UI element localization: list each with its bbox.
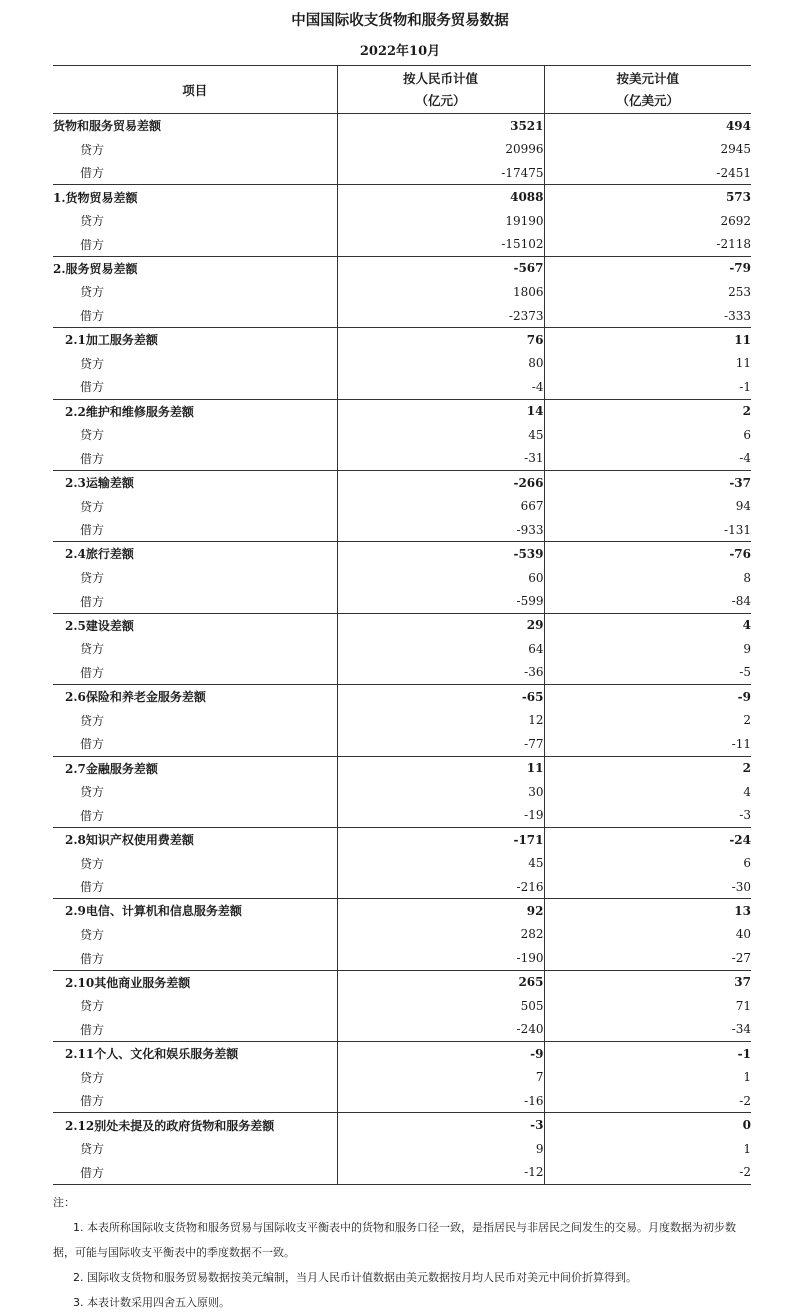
credit-label: 贷方 (80, 642, 105, 657)
credit-row (53, 566, 751, 590)
rmb-value: -933 (337, 518, 544, 542)
usd-value: 2 (544, 399, 751, 423)
rmb-value: 282 (337, 923, 544, 947)
item-name: 2.6保险和养老金服务差额 (53, 685, 337, 709)
usd-value: -37 (544, 470, 751, 494)
item-name: 2.1加工服务差额 (53, 328, 337, 352)
usd-value: -131 (544, 518, 751, 542)
rmb-value: 1806 (337, 280, 544, 304)
usd-value: -11 (544, 732, 751, 756)
usd-value: -27 (544, 946, 751, 970)
debit-label: 借方 (53, 1161, 337, 1185)
debit-label: 借方 (80, 237, 105, 252)
usd-value: -2118 (544, 232, 751, 256)
credit-row (53, 637, 751, 661)
credit-label: 贷方 (80, 285, 105, 300)
rmb-value: -12 (337, 1161, 544, 1185)
table-body (53, 114, 751, 1185)
credit-label: 贷方 (80, 142, 105, 157)
debit-label: 借方 (80, 951, 105, 966)
credit-label: 贷方 (80, 571, 105, 586)
balance-row (53, 399, 751, 423)
debit-label: 借方 (80, 665, 105, 680)
rmb-value: 29 (337, 613, 544, 637)
credit-row (53, 423, 751, 447)
debit-label: 借方 (80, 451, 105, 466)
debit-row (53, 447, 751, 471)
usd-value: 8 (544, 566, 751, 590)
column-header-rmb (337, 66, 544, 114)
debit-row (53, 1161, 751, 1185)
usd-value: 2692 (544, 209, 751, 233)
report-period: 2022年10月 (359, 44, 441, 59)
credit-row (53, 137, 751, 161)
usd-value: -4 (544, 447, 751, 471)
balance-row (53, 970, 751, 994)
rmb-value: -599 (337, 589, 544, 613)
item-name: 2.11个人、文化和娱乐服务差额 (53, 1042, 337, 1066)
rmb-value: 19190 (337, 209, 544, 233)
item-name: 2.3运输差额 (53, 470, 337, 494)
trade-data-table (53, 65, 751, 1185)
usd-value: 9 (544, 637, 751, 661)
rmb-value: -17475 (337, 161, 544, 185)
credit-label: 贷方 (80, 927, 105, 942)
item-name: 2.12别处未提及的政府货物和服务差额 (53, 1113, 337, 1137)
usd-value: -2 (544, 1089, 751, 1113)
credit-row (53, 351, 751, 375)
rmb-value: -266 (337, 470, 544, 494)
rmb-value: -240 (337, 1018, 544, 1042)
rmb-value: 3521 (337, 114, 544, 138)
credit-label: 贷方 (80, 785, 105, 800)
credit-row (53, 1065, 751, 1089)
rmb-header-label: 按人民币计值 (402, 70, 478, 86)
item-name: 2.8知识产权使用费差额 (53, 827, 337, 851)
balance-row (53, 685, 751, 709)
usd-value: 2 (544, 756, 751, 780)
item-name: 货物和服务贸易差额 (53, 114, 337, 138)
credit-label: 贷方 (80, 856, 105, 871)
credit-label: 贷方 (80, 356, 105, 371)
usd-value: 1 (544, 1065, 751, 1089)
rmb-value: -19 (337, 804, 544, 828)
usd-value: 494 (544, 114, 751, 138)
rmb-value: 505 (337, 994, 544, 1018)
debit-row (53, 589, 751, 613)
note-item-2: 2. 国际收支货物和服务贸易数据按美元编制，当月人民币计值数据由美元数据按月均人民币对美元中间价折算得到。 (73, 1271, 637, 1284)
usd-value: -24 (544, 827, 751, 851)
rmb-value: -216 (337, 875, 544, 899)
credit-row (53, 209, 751, 233)
usd-value: -30 (544, 875, 751, 899)
usd-value: -84 (544, 589, 751, 613)
debit-row (53, 518, 751, 542)
usd-value: 1 (544, 1137, 751, 1161)
balance-row (53, 827, 751, 851)
credit-row (53, 851, 751, 875)
rmb-value: 14 (337, 399, 544, 423)
rmb-value: -171 (337, 827, 544, 851)
rmb-value: 12 (337, 708, 544, 732)
item-name: 2.4旅行差额 (53, 542, 337, 566)
balance-row (53, 756, 751, 780)
usd-value: 6 (544, 423, 751, 447)
rmb-value: 76 (337, 328, 544, 352)
usd-value: -333 (544, 304, 751, 328)
notes-section (53, 1190, 753, 1315)
credit-row (53, 780, 751, 804)
usd-value: 4 (544, 780, 751, 804)
credit-label: 贷方 (80, 713, 105, 728)
usd-value: -79 (544, 256, 751, 280)
rmb-value: 11 (337, 756, 544, 780)
debit-label: 借方 (80, 1022, 105, 1037)
credit-label: 贷方 (80, 999, 105, 1014)
balance-row (53, 256, 751, 280)
credit-label: 贷方 (80, 1070, 105, 1085)
usd-value: -3 (544, 804, 751, 828)
credit-label: 贷方 (80, 1142, 105, 1157)
balance-row (53, 899, 751, 923)
usd-value: -9 (544, 685, 751, 709)
usd-value: 573 (544, 185, 751, 209)
usd-value: 0 (544, 1113, 751, 1137)
rmb-value: -4 (337, 375, 544, 399)
credit-label: 贷方 (80, 214, 105, 229)
rmb-value: 7 (337, 1065, 544, 1089)
rmb-value: 30 (337, 780, 544, 804)
rmb-value: -9 (337, 1042, 544, 1066)
debit-row (53, 732, 751, 756)
rmb-value: -36 (337, 661, 544, 685)
rmb-value: -190 (337, 946, 544, 970)
note-item-1: 1. 本表所称国际收支货物和服务贸易与国际收支平衡表中的货物和服务口径一致，是指居民与非居民之间发生的交易。月度数据为初步数据，可能与国际收支平衡表中的季度数据不一致。 (53, 1221, 736, 1259)
rmb-value: 80 (337, 351, 544, 375)
usd-value: 94 (544, 494, 751, 518)
debit-label: 借方 (80, 309, 105, 324)
usd-value: 37 (544, 970, 751, 994)
debit-row (53, 946, 751, 970)
balance-row (53, 328, 751, 352)
notes-heading: 注： (53, 1196, 75, 1209)
usd-value: -76 (544, 542, 751, 566)
usd-value: 71 (544, 994, 751, 1018)
debit-label: 借方 (80, 166, 105, 181)
usd-header-label: 按美元计值 (616, 70, 679, 86)
usd-value: 40 (544, 923, 751, 947)
item-name: 2.5建设差额 (53, 613, 337, 637)
rmb-value: -15102 (337, 232, 544, 256)
rmb-value: 20996 (337, 137, 544, 161)
rmb-value: -2373 (337, 304, 544, 328)
rmb-value: 4088 (337, 185, 544, 209)
rmb-value: 9 (337, 1137, 544, 1161)
debit-row (53, 161, 751, 185)
balance-row (53, 114, 751, 138)
rmb-value: 92 (337, 899, 544, 923)
rmb-value: -3 (337, 1113, 544, 1137)
debit-label: 借方 (80, 880, 105, 895)
usd-value: -1 (544, 375, 751, 399)
item-name: 2.7金融服务差额 (53, 756, 337, 780)
column-header-item: 项目 (53, 66, 337, 114)
table-header-row (53, 66, 751, 114)
usd-value: -2451 (544, 161, 751, 185)
rmb-value: -539 (337, 542, 544, 566)
debit-row (53, 375, 751, 399)
rmb-value: 45 (337, 423, 544, 447)
debit-row (53, 232, 751, 256)
usd-value: 13 (544, 899, 751, 923)
credit-label: 贷方 (80, 428, 105, 443)
balance-row (53, 1042, 751, 1066)
credit-row (53, 708, 751, 732)
rmb-value: 265 (337, 970, 544, 994)
credit-row (53, 280, 751, 304)
debit-label: 借方 (80, 1094, 105, 1109)
credit-label: 贷方 (80, 499, 105, 514)
debit-label: 借方 (80, 808, 105, 823)
balance-row (53, 470, 751, 494)
item-name: 2.2维护和维修服务差额 (53, 399, 337, 423)
debit-row (53, 804, 751, 828)
balance-row (53, 542, 751, 566)
usd-value: 4 (544, 613, 751, 637)
usd-value: 11 (544, 328, 751, 352)
page-title: 中国国际收支货物和服务贸易数据 (291, 13, 509, 29)
rmb-value: 60 (337, 566, 544, 590)
usd-value: -2 (544, 1161, 751, 1185)
balance-row (53, 1113, 751, 1137)
credit-row (53, 923, 751, 947)
usd-value: 11 (544, 351, 751, 375)
rmb-value: -77 (337, 732, 544, 756)
debit-row (53, 304, 751, 328)
debit-label: 借方 (80, 737, 105, 752)
usd-header-unit: （亿美元） (616, 92, 679, 108)
item-name: 2.服务贸易差额 (53, 256, 337, 280)
rmb-value: 667 (337, 494, 544, 518)
debit-label: 借方 (80, 523, 105, 538)
rmb-value: -567 (337, 256, 544, 280)
usd-value: 2945 (544, 137, 751, 161)
usd-value: -1 (544, 1042, 751, 1066)
debit-row (53, 1089, 751, 1113)
item-name: 1.货物贸易差额 (53, 185, 337, 209)
rmb-value: -16 (337, 1089, 544, 1113)
note-item-3: 3. 本表计数采用四舍五入原则。 (73, 1296, 230, 1309)
item-name: 2.10其他商业服务差额 (53, 970, 337, 994)
debit-label: 借方 (80, 380, 105, 395)
credit-row (53, 494, 751, 518)
debit-label: 借方 (80, 594, 105, 609)
column-header-usd (544, 66, 751, 114)
rmb-header-unit: （亿元） (415, 92, 466, 108)
debit-row (53, 875, 751, 899)
usd-value: -34 (544, 1018, 751, 1042)
usd-value: 6 (544, 851, 751, 875)
rmb-value: -65 (337, 685, 544, 709)
balance-row (53, 613, 751, 637)
debit-row (53, 661, 751, 685)
credit-row (53, 994, 751, 1018)
usd-value: 2 (544, 708, 751, 732)
rmb-value: -31 (337, 447, 544, 471)
debit-row (53, 1018, 751, 1042)
balance-row (53, 185, 751, 209)
rmb-value: 45 (337, 851, 544, 875)
usd-value: 253 (544, 280, 751, 304)
credit-row (53, 1137, 751, 1161)
rmb-value: 64 (337, 637, 544, 661)
item-name: 2.9电信、计算机和信息服务差额 (53, 899, 337, 923)
usd-value: -5 (544, 661, 751, 685)
